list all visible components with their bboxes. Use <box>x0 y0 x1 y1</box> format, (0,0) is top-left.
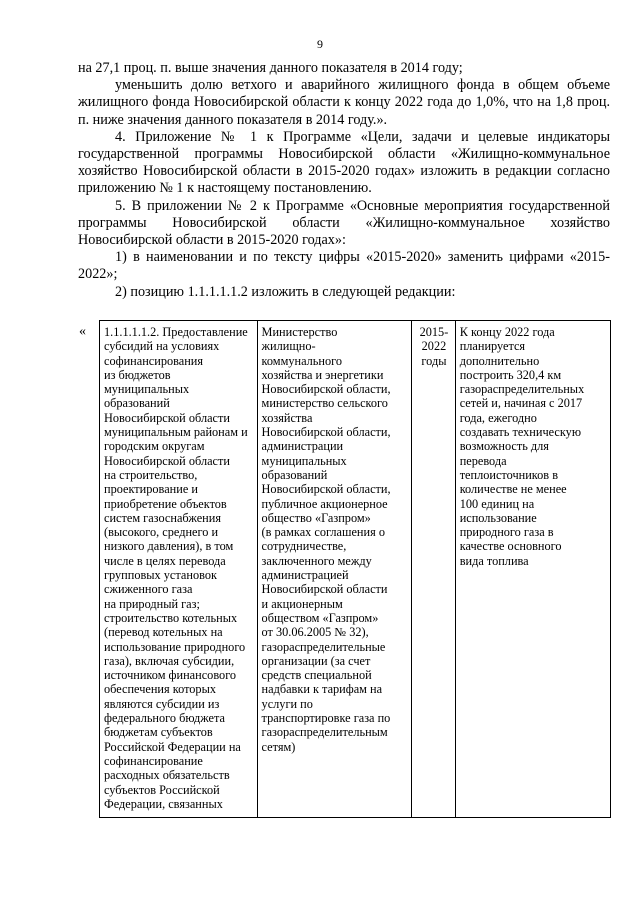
cell-line: сетей и, начиная с 2017 <box>459 396 583 411</box>
cell-line: коммунального <box>261 353 343 368</box>
cell-line: газа), включая субсидии, <box>104 653 235 668</box>
cell-line: организации (за счет <box>261 653 371 668</box>
cell-line: газораспределительных <box>459 382 585 397</box>
measures-table <box>99 320 611 818</box>
cell-line: муниципальных <box>261 453 347 468</box>
cell-line: создавать техническую <box>459 425 582 440</box>
cell-line: сотрудничестве, <box>261 539 347 554</box>
executors-cell <box>257 321 412 818</box>
cell-line: и акционерным <box>261 596 343 611</box>
cell-line: обществом «Газпром» <box>261 610 379 625</box>
cell-line: проектирование и <box>104 482 198 497</box>
cell-line: перевода <box>459 453 507 468</box>
cell-line: надбавки к тарифам на <box>261 682 383 697</box>
cell-line: качестве основного <box>459 539 562 554</box>
cell-line: публичное акционерное <box>261 496 388 511</box>
paragraph: 4. Приложение № 1 к Программе «Цели, задачи и целевые индикаторы государственной программы Новосибирской области «Жилищно-коммунальное хозяйство Новосибирской области в 2015-2020 годах» изложить в редакции согласно приложению № 1 к настоящему постановлению. <box>78 128 610 197</box>
cell-line: Новосибирской области <box>104 410 230 425</box>
expected-result-cell <box>455 321 610 818</box>
cell-line: газораспределительным <box>261 725 388 740</box>
cell-line: федерального бюджета <box>104 711 225 726</box>
cell-line: построить 320,4 км <box>459 367 562 382</box>
cell-line: сетям) <box>261 739 296 754</box>
cell-line: администрации <box>261 439 344 454</box>
cell-line: 1.1.1.1.1.2. Предоставление <box>104 325 248 339</box>
cell-line: групповых установок <box>104 568 217 583</box>
cell-line: Федерации, связанных <box>104 796 223 811</box>
cell-line: муниципальных <box>104 382 190 397</box>
opening-quote-mark: « <box>79 324 86 339</box>
cell-line: субъектов Российской <box>104 782 220 797</box>
cell-line: хозяйства <box>261 410 313 425</box>
cell-line: 2015- <box>419 325 449 339</box>
cell-line: возможность для <box>459 439 549 454</box>
cell-line: Новосибирской области <box>104 453 230 468</box>
cell-line: расходных обязательств <box>104 768 230 783</box>
cell-line: средств специальной <box>261 668 372 683</box>
cell-line: Новосибирской области, <box>261 382 391 397</box>
cell-line: являются субсидии из <box>104 696 220 711</box>
cell-line: жилищно- <box>261 339 316 354</box>
cell-line: строительство котельных <box>104 610 238 625</box>
cell-line: муниципальным районам и <box>104 425 248 440</box>
cell-line: дополнительно <box>459 353 540 368</box>
cell-line: министерство сельского <box>261 396 388 411</box>
cell-line: общество «Газпром» <box>261 510 371 525</box>
cell-line: года, ежегодно <box>459 410 537 425</box>
paragraph: на 27,1 проц. п. выше значения данного показателя в 2014 году; <box>78 60 463 76</box>
cell-line: систем газоснабжения <box>104 510 221 525</box>
cell-line: из бюджетов <box>104 367 171 382</box>
cell-line: (в рамках соглашения о <box>261 525 385 540</box>
cell-line: обеспечения которых <box>104 682 216 697</box>
cell-line: Российской Федерации на <box>104 739 241 754</box>
cell-line: использование <box>459 510 537 525</box>
cell-line: образований <box>261 467 328 482</box>
cell-line: от 30.06.2005 № 32), <box>261 625 369 640</box>
cell-line: планируется <box>459 339 526 354</box>
cell-line: годы <box>421 353 447 368</box>
cell-line: Новосибирской области, <box>261 425 391 440</box>
period-cell <box>412 321 455 818</box>
cell-line: бюджетам субъектов <box>104 725 213 740</box>
paragraph: 5. В приложении № 2 к Программе «Основные мероприятия государственной программы Новосибирской области «Жилищно-коммунальное хозяйство Новосибирской области в 2015-2020 годах»: <box>78 197 610 249</box>
cell-line: хозяйства и энергетики <box>261 367 384 382</box>
cell-line: субсидий на условиях <box>104 339 220 354</box>
cell-line: Новосибирской области, <box>261 482 391 497</box>
paragraph: 1) в наименовании и по тексту цифры «2015-2020» заменить цифрами «2015-2022»; <box>78 249 610 283</box>
cell-line: количестве не менее <box>459 482 567 497</box>
paragraph: уменьшить долю ветхого и аварийного жилищного фонда в общем объеме жилищного фонда Новосибирской области к концу 2022 года до 1,0%, что на 1,8 проц. п. ниже значения данного показателя в 2014 году.». <box>78 77 610 128</box>
cell-line: образований <box>104 396 170 411</box>
cell-line: К концу 2022 года <box>459 325 555 339</box>
cell-line: использование природного <box>104 639 246 654</box>
cell-line: приобретение объектов <box>104 496 227 511</box>
cell-line: природного газа в <box>459 525 554 540</box>
cell-line: 100 единиц на <box>459 496 535 511</box>
cell-line: газораспределительные <box>261 639 386 654</box>
cell-line: вида топлива <box>459 553 529 568</box>
cell-line: городским округам <box>104 439 205 454</box>
cell-line: сжиженного газа <box>104 582 193 597</box>
cell-line: транспортировке газа по <box>261 711 391 726</box>
cell-line: софинансирования <box>104 353 204 368</box>
cell-line: на природный газ; <box>104 596 200 611</box>
paragraph: 2) позицию 1.1.1.1.1.2 изложить в следующей редакции: <box>115 283 456 300</box>
cell-line: услуги по <box>261 696 313 711</box>
cell-line: 2022 <box>421 339 447 354</box>
cell-line: числе в целях перевода <box>104 553 226 568</box>
cell-line: Министерство <box>261 325 338 339</box>
page-number: 9 <box>317 37 323 51</box>
cell-line: теплоисточников в <box>459 467 558 482</box>
cell-line: низкого давления), в том <box>104 539 234 554</box>
body-text <box>78 60 610 301</box>
cell-line: софинансирование <box>104 753 203 768</box>
cell-line: источником финансового <box>104 668 237 683</box>
cell-line: администрацией <box>261 568 349 583</box>
cell-line: заключенного между <box>261 553 372 568</box>
measure-name-cell <box>100 321 258 818</box>
cell-line: (перевод котельных на <box>104 625 223 640</box>
cell-line: (высокого, среднего и <box>104 525 219 540</box>
cell-line: Новосибирской области <box>261 582 388 597</box>
table-row <box>100 321 611 818</box>
cell-line: на строительство, <box>104 467 198 482</box>
